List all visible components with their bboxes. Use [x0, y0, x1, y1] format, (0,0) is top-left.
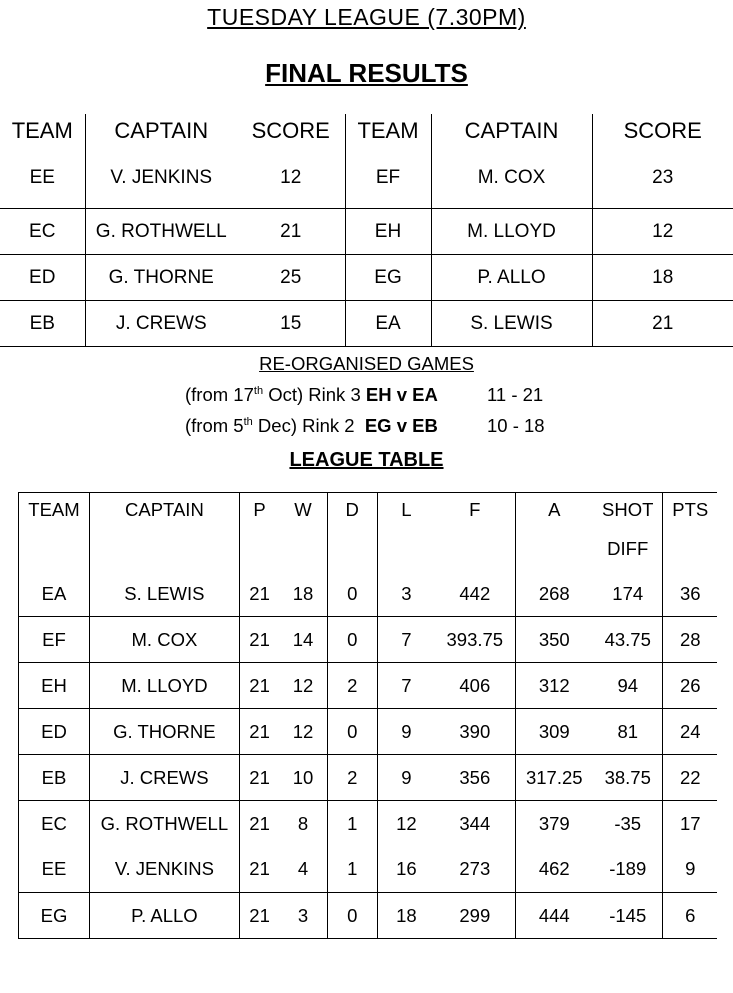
played-cell: 21: [239, 801, 279, 847]
ordinal-suffix: th: [253, 384, 264, 397]
game-date-text: (from 17: [185, 384, 254, 405]
league-header-f: F: [435, 493, 515, 527]
game-score: 10 - 18: [487, 415, 545, 436]
league-header-row-2: [19, 526, 718, 572]
won-cell: 14: [279, 617, 327, 663]
team-cell: EH: [345, 209, 431, 255]
league-header-row: [19, 493, 718, 527]
captain-cell: S. LEWIS: [431, 301, 592, 347]
won-cell: 3: [279, 893, 327, 939]
for-cell: 406: [435, 663, 515, 709]
reorganised-game: [185, 384, 438, 406]
game-rink-text: Dec) Rink 2: [252, 415, 365, 436]
league-header-d: D: [327, 493, 377, 527]
score-cell: 21: [237, 209, 345, 255]
captain-cell: J. CREWS: [85, 301, 237, 347]
game-date-text: (from 5: [185, 415, 244, 436]
played-cell: 21: [249, 583, 270, 604]
won-cell: 18: [279, 572, 327, 617]
results-table: [0, 114, 733, 347]
league-table-heading: LEAGUE TABLE: [289, 449, 444, 471]
score-cell: 25: [237, 255, 345, 301]
against-cell: 379: [515, 801, 593, 847]
table-row: [19, 801, 718, 847]
table-row: [19, 755, 718, 801]
team-cell: EB: [19, 755, 90, 801]
table-row: [19, 709, 718, 755]
points-cell: 26: [663, 663, 717, 709]
game-match: EG v EB: [364, 415, 438, 436]
won-cell: 10: [279, 755, 327, 801]
played-cell: 21: [239, 893, 279, 939]
team-cell: EG: [345, 255, 431, 301]
league-header-l: L: [377, 493, 435, 527]
for-cell: 299: [435, 893, 515, 939]
score-cell: 23: [652, 167, 674, 188]
points-cell: 24: [663, 709, 717, 755]
points-cell: 22: [663, 755, 717, 801]
for-cell: 442: [435, 572, 515, 617]
table-row: [0, 209, 733, 255]
lost-cell: 16: [396, 858, 417, 879]
drawn-cell: 0: [327, 893, 377, 939]
results-header-team: TEAM: [0, 114, 85, 148]
won-cell: 4: [279, 846, 327, 893]
team-cell: ED: [0, 255, 85, 301]
league-header-shot: SHOT: [593, 493, 663, 527]
results-header-captain: CAPTAIN: [431, 114, 592, 148]
for-cell: 390: [435, 709, 515, 755]
table-row: [0, 148, 733, 209]
team-cell: EE: [0, 148, 85, 209]
shot-diff-cell: 174: [593, 572, 663, 617]
against-cell: 444: [515, 893, 593, 939]
captain-cell: P. ALLO: [431, 255, 592, 301]
ordinal-suffix: th: [243, 415, 253, 428]
played-cell: 21: [239, 709, 279, 755]
team-cell: EC: [19, 801, 90, 847]
reorganised-games-heading: RE-ORGANISED GAMES: [259, 353, 474, 374]
score-cell: 21: [592, 301, 733, 347]
team-cell: EG: [19, 893, 90, 939]
league-header-diff: DIFF: [593, 526, 663, 572]
captain-cell: G. ROTHWELL: [89, 801, 239, 847]
lost-cell: 3: [401, 583, 412, 604]
team-cell: EA: [345, 301, 431, 347]
captain-cell: M. COX: [431, 148, 592, 209]
points-cell: 9: [685, 858, 696, 879]
captain-cell: G. THORNE: [89, 709, 239, 755]
points-cell: 28: [663, 617, 717, 663]
points-cell: 6: [663, 893, 717, 939]
captain-cell: M. COX: [89, 617, 239, 663]
against-cell: 462: [538, 858, 570, 879]
final-results-heading: FINAL RESULTS: [265, 58, 468, 88]
drawn-cell: 1: [327, 846, 377, 893]
league-header-pts: PTS: [663, 493, 717, 527]
lost-cell: 7: [377, 663, 435, 709]
team-cell: EC: [0, 209, 85, 255]
for-cell: 393.75: [435, 617, 515, 663]
won-cell: 12: [279, 663, 327, 709]
against-cell: 317.25: [515, 755, 593, 801]
drawn-cell: 0: [327, 617, 377, 663]
shot-diff-cell: 81: [593, 709, 663, 755]
score-cell: 15: [237, 301, 345, 347]
lost-cell: 18: [377, 893, 435, 939]
league-header-p: P: [239, 493, 279, 527]
played-cell: 21: [239, 755, 279, 801]
for-cell: 273: [435, 846, 515, 893]
table-row: [0, 255, 733, 301]
played-cell: 21: [239, 663, 279, 709]
game-score: 11 - 21: [487, 384, 544, 405]
results-header-row: [0, 114, 733, 148]
table-row: [19, 893, 718, 939]
results-header-captain: CAPTAIN: [114, 118, 209, 143]
lost-cell: 12: [377, 801, 435, 847]
shot-diff-cell: -145: [593, 893, 663, 939]
league-table: [18, 492, 717, 939]
team-cell: EF: [19, 617, 90, 663]
team-cell: ED: [19, 709, 90, 755]
shot-diff-cell: 43.75: [593, 617, 663, 663]
shot-diff-cell: 94: [593, 663, 663, 709]
score-cell: 18: [592, 255, 733, 301]
reorganised-game: [185, 415, 438, 437]
against-cell: 268: [538, 583, 570, 604]
played-cell: 21: [239, 617, 279, 663]
drawn-cell: 0: [327, 709, 377, 755]
for-cell: 344: [435, 801, 515, 847]
team-cell: EF: [345, 148, 431, 209]
shot-diff-cell: 38.75: [593, 755, 663, 801]
lost-cell: 9: [377, 755, 435, 801]
against-cell: 312: [515, 663, 593, 709]
points-cell: 36: [679, 583, 701, 604]
drawn-cell: 2: [327, 755, 377, 801]
captain-cell: V. JENKINS: [110, 167, 213, 188]
drawn-cell: 0: [327, 572, 377, 617]
lost-cell: 7: [377, 617, 435, 663]
drawn-cell: 1: [327, 801, 377, 847]
league-header-w: W: [279, 493, 327, 527]
won-cell: 12: [279, 709, 327, 755]
drawn-cell: 2: [327, 663, 377, 709]
team-cell: EA: [19, 572, 90, 617]
against-cell: 309: [515, 709, 593, 755]
team-cell: EB: [0, 301, 85, 347]
table-row: [19, 572, 718, 617]
results-header-score: SCORE: [237, 114, 345, 148]
won-cell: 8: [279, 801, 327, 847]
team-cell: EH: [19, 663, 90, 709]
captain-cell: V. JENKINS: [89, 846, 239, 893]
shot-diff-cell: -189: [593, 846, 663, 893]
league-header-team: TEAM: [19, 493, 90, 527]
captain-cell: J. CREWS: [89, 755, 239, 801]
table-row: [19, 617, 718, 663]
table-row: [19, 663, 718, 709]
points-cell: 17: [663, 801, 717, 847]
lost-cell: 9: [377, 709, 435, 755]
results-header-team: TEAM: [345, 114, 431, 148]
results-header-score: SCORE: [623, 118, 702, 143]
captain-cell: M. LLOYD: [431, 209, 592, 255]
score-cell: 12: [237, 148, 345, 209]
league-header-a: A: [515, 493, 593, 527]
game-match: EH v EA: [365, 384, 438, 405]
game-rink-text: Oct) Rink 3: [263, 384, 366, 405]
team-cell: EE: [19, 846, 90, 893]
score-cell: 12: [592, 209, 733, 255]
captain-cell: G. THORNE: [85, 255, 237, 301]
captain-cell: G. ROTHWELL: [85, 209, 237, 255]
against-cell: 350: [515, 617, 593, 663]
played-cell: 21: [249, 858, 270, 879]
page-title: TUESDAY LEAGUE (7.30PM): [207, 4, 526, 30]
captain-cell: P. ALLO: [89, 893, 239, 939]
table-row: [0, 301, 733, 347]
league-header-captain: CAPTAIN: [89, 493, 239, 527]
captain-cell: M. LLOYD: [89, 663, 239, 709]
shot-diff-cell: -35: [593, 801, 663, 847]
captain-cell: S. LEWIS: [89, 572, 239, 617]
for-cell: 356: [435, 755, 515, 801]
table-row: [19, 846, 718, 893]
